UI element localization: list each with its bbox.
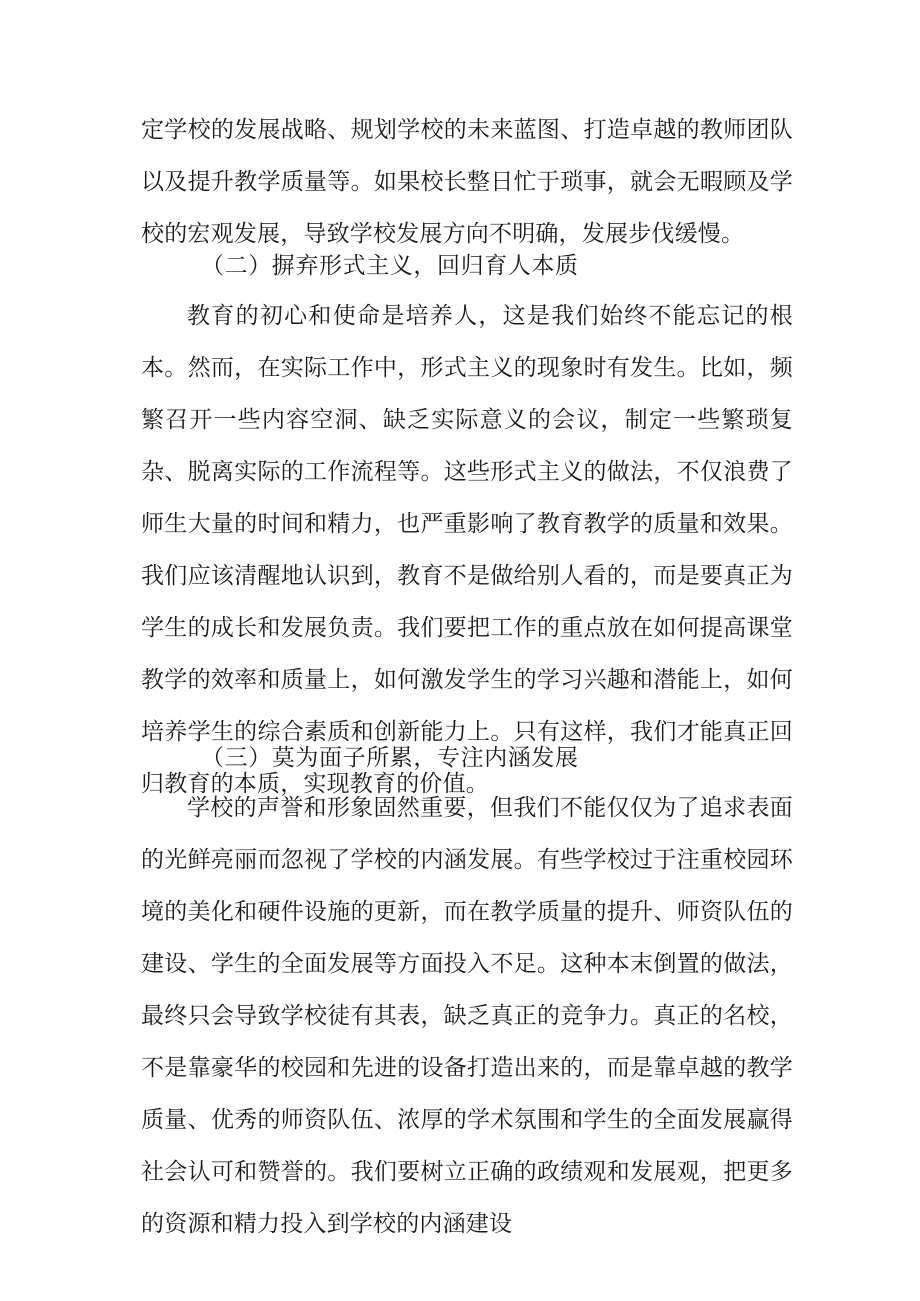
paragraph-continued: 定学校的发展战略、规划学校的未来蓝图、打造卓越的教师团队以及提升教学质量等。如果校长整日忙于琐事，就会无暇顾及学校的宏观发展，导致学校发展方向不明确，发展步伐缓慢。 [141, 117, 793, 247]
section-heading-2: （二）摒弃形式主义，回归育人本质 [201, 253, 579, 279]
paragraph-2: 教育的初心和使命是培养人，这是我们始终不能忘记的根本。然而，在实际工作中，形式主义的现象时有发生。比如，频繁召开一些内容空洞、缺乏实际意义的会议，制定一些繁琐复杂、脱离实际的工作流程等。这些形式主义的做法，不仅浪费了师生大量的时间和精力，也严重影响了教育教学的质量和效果。我们应该清醒地认识到，教育不是做给别人看的，而是要真正为学生的成长和发展负责。我们要把工作的重点放在如何提高课堂教学的效率和质量上，如何激发学生的学习兴趣和潜能上，如何培养学生的综合素质和创新能力上。只有这样，我们才能真正回归教育的本质，实现教育的价值。 [141, 303, 793, 797]
paragraph-3: 学校的声誉和形象固然重要，但我们不能仅仅为了追求表面的光鲜亮丽而忽视了学校的内涵发展。有些学校过于注重校园环境的美化和硬件设施的更新，而在教学质量的提升、师资队伍的建设、学生的全面发展等方面投入不足。这种本末倒置的做法，最终只会导致学校徒有其表，缺乏真正的竞争力。真正的名校，不是靠豪华的校园和先进的设备打造出来的，而是靠卓越的教学质量、优秀的师资队伍、浓厚的学术氛围和学生的全面发展赢得社会认可和赞誉的。我们要树立正确的政绩观和发展观，把更多的资源和精力投入到学校的内涵建设 [141, 795, 793, 1237]
section-heading-3: （三）莫为面子所累，专注内涵发展 [201, 745, 579, 771]
